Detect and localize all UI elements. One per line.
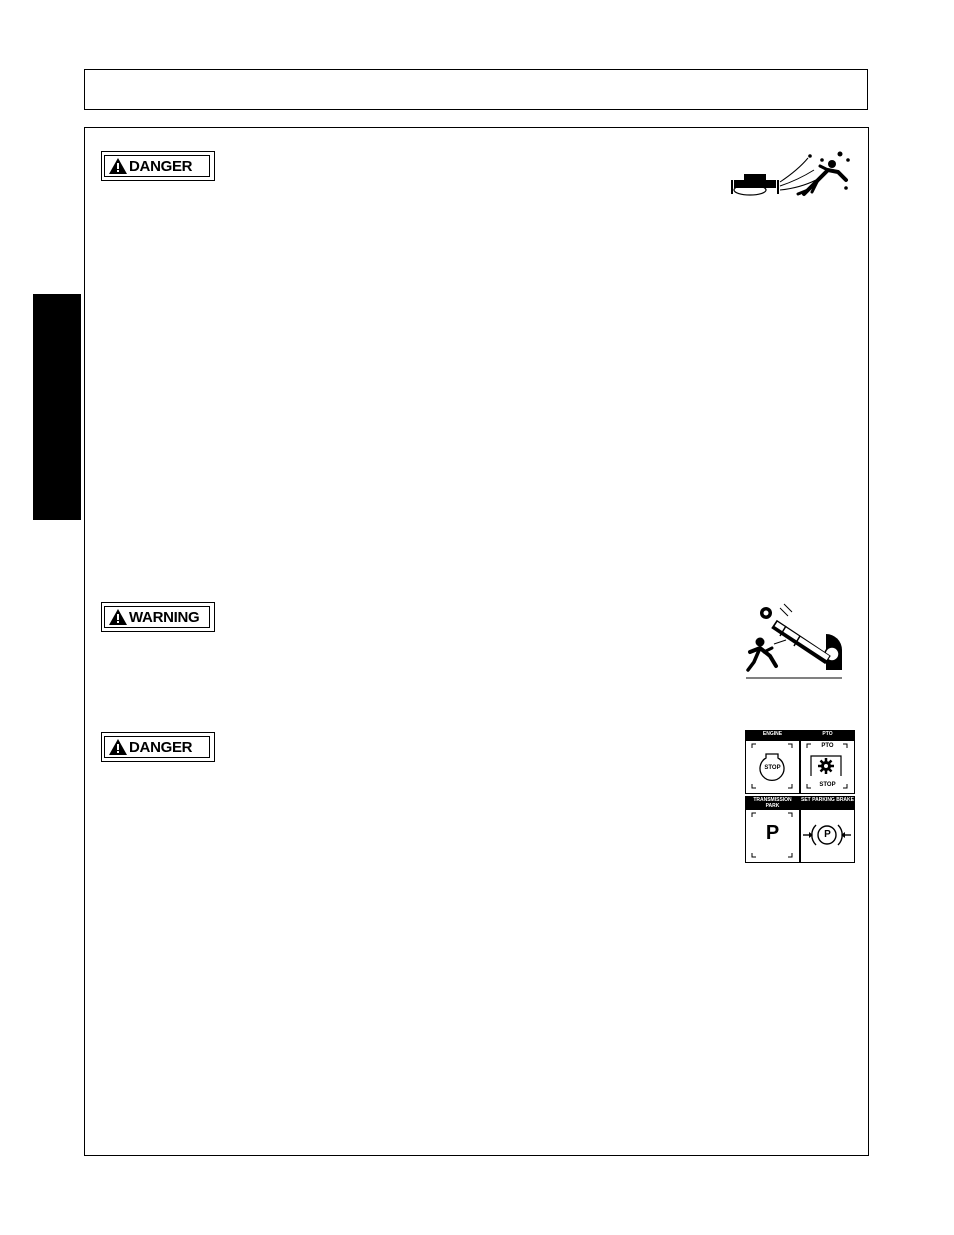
brake-header: SET PARKING BRAKE	[801, 797, 854, 810]
pto-header: PTO	[801, 731, 854, 741]
pto-stop-label: STOP	[819, 782, 836, 788]
danger-signal-label-1	[101, 151, 215, 181]
warning-signal-label	[101, 602, 215, 632]
signal-word: DANGER	[129, 157, 193, 175]
park-letter: P	[765, 822, 780, 844]
alert-triangle-icon	[109, 609, 127, 625]
transmission-header: TRANSMISSION PARK	[746, 797, 799, 810]
transmission-park-cell	[745, 796, 800, 863]
driveline-entanglement-icon	[746, 600, 844, 682]
alert-triangle-icon	[109, 739, 127, 755]
alert-triangle-icon	[109, 158, 127, 174]
danger-signal-label-2	[101, 732, 215, 762]
page-header-box	[84, 69, 868, 110]
engine-header: ENGINE	[746, 731, 799, 741]
pto-top-label: PTO	[821, 743, 834, 749]
thrown-objects-icon	[728, 150, 856, 200]
signal-word: WARNING	[129, 608, 200, 626]
brake-letter: P	[824, 829, 831, 840]
section-side-tab	[33, 294, 81, 520]
parking-brake-cell	[800, 796, 855, 863]
engine-stop-cell	[745, 730, 800, 794]
signal-word: DANGER	[129, 738, 193, 756]
pto-stop-cell	[800, 730, 855, 794]
engine-stop-label: STOP	[764, 765, 781, 771]
